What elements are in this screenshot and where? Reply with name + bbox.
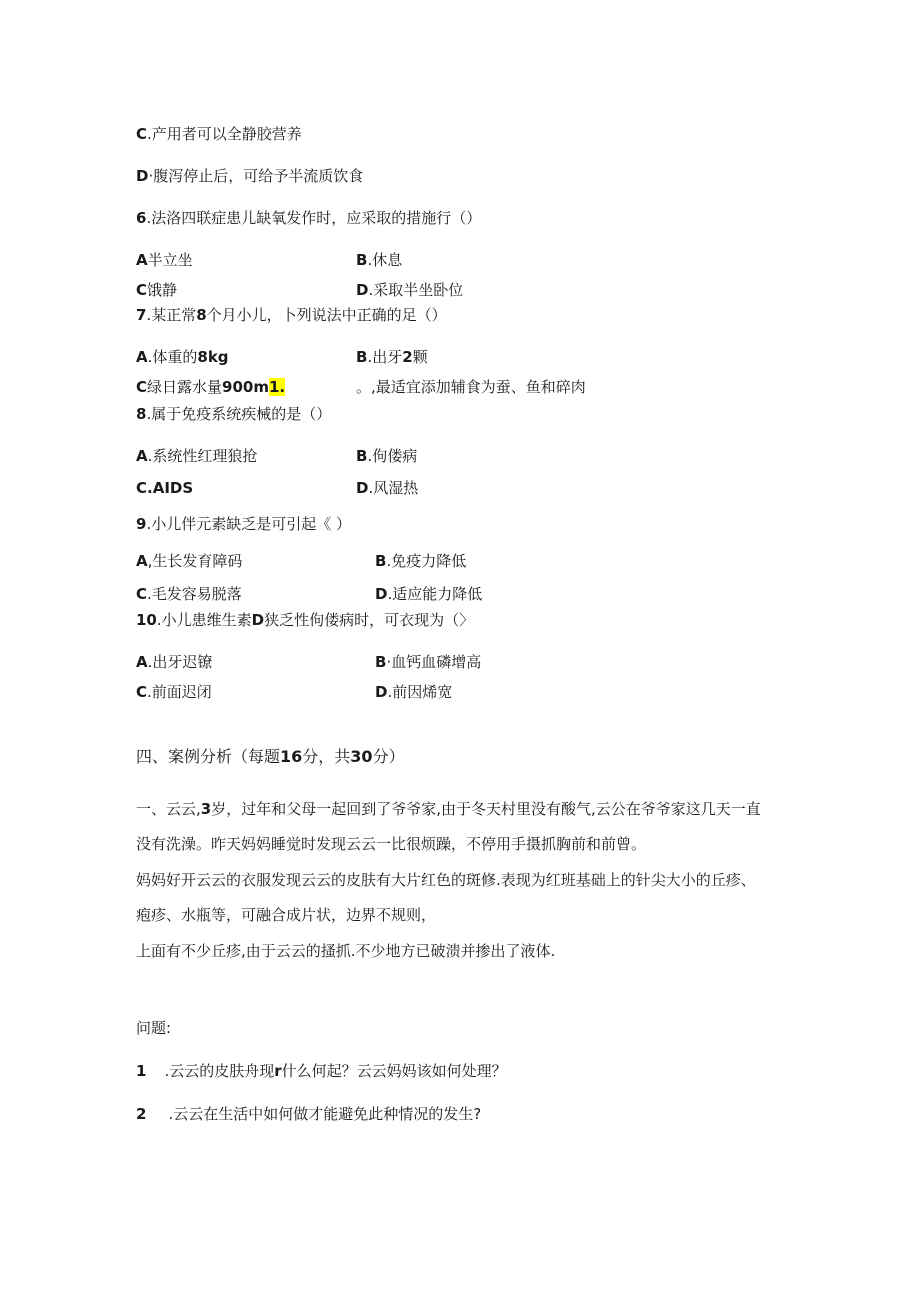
option-letter: B [356,447,368,465]
case-paragraph-line [136,834,646,854]
question-6 [136,208,481,228]
questions-label: 问题: [136,1019,172,1037]
option-letter: B [356,251,368,269]
question-text: 什么何起？云云妈妈该如何处理？ [281,1062,507,1080]
option-letter: C [136,378,148,396]
question-10-option-b [375,652,481,672]
question-text: .法洛四联症患儿缺氧发作时，应采取的措施行（） [146,209,482,227]
option-letter: D [356,479,369,497]
case-question-2 [136,1104,481,1124]
option-letter: C [136,585,148,603]
question-6-option-c [136,280,177,300]
question-7-option-d [356,377,586,397]
option-letter: B [375,653,387,671]
question-number: 7 [136,306,147,324]
option-text: .系统性红理狼抢 [147,447,258,465]
heading-text: 分，共 [302,747,351,766]
option-text: .风湿热 [368,479,419,497]
option-letter: C [136,281,148,299]
highlighted-text: 1. [268,378,286,396]
case-paragraph-line [136,870,756,890]
option-value: 900m [222,378,269,396]
option-letter: D [375,585,388,603]
question-10 [136,610,474,630]
question-text: 狭乏性佝偻病时，可衣现为（〉 [264,611,475,629]
question-number-inline: 8 [196,306,207,324]
case-text: 岁，过年和父母一起回到了爷爷家,由于冬天村里没有酸气,云公在爷爷家这几天一直 [211,800,761,818]
section-4-heading [136,747,405,767]
question-8-option-c [136,478,193,498]
heading-text: 四、案例分析（每题 [136,747,281,766]
option-text: .采取半坐卧位 [368,281,464,299]
question-8-option-d [356,478,418,498]
option-text: .出牙迟镣 [147,653,213,671]
question-text: .小儿伴元素缺乏是可引起《 ） [146,515,351,533]
question-7-option-c [136,377,285,397]
question-9-option-d [375,584,482,604]
option-text: .佝偻病 [367,447,418,465]
option-letter: C.AIDS [136,479,194,497]
case-number: 3 [200,800,212,818]
question-number: 2 [136,1105,147,1123]
case-text: 没有洗澡。昨天妈妈睡觉时发现云云一比很烦躁，不停用手摄抓胸前和前曾。 [136,835,647,853]
question-7-option-a [136,347,229,367]
option-letter: D [356,281,369,299]
option-text: ·腹泻停止后，可给予半流质饮食 [148,167,364,185]
option-letter: C [136,125,148,143]
option-text: 绿日露水量 [147,378,223,396]
question-6-option-b [356,250,402,270]
case-text: 一、云云, [136,800,201,818]
case-text: 疱疹、水瓶等，可融合成片状，边界不规则， [136,906,437,924]
option-letter: B [375,552,387,570]
option-c-line [136,124,302,144]
option-letter: D [136,167,149,185]
case-paragraph-line [136,905,436,925]
option-text: .适应能力降低 [387,585,483,603]
question-text: .某正常 [146,306,197,324]
option-text: .前面迟闭 [147,683,212,701]
question-number: 9 [136,515,147,533]
question-10-option-d [375,682,452,702]
option-text: 颗 [412,348,428,366]
question-8-option-b [356,446,417,466]
option-text: .毛发容易脱落 [147,585,242,603]
option-text: .前因烯宽 [387,683,453,701]
option-letter: A [136,653,148,671]
option-text: ,生长发育障码 [147,552,243,570]
question-6-option-a [136,250,193,270]
option-text: ·血钙血磷增高 [386,653,482,671]
option-text: .出牙 [367,348,403,366]
option-text: .休息 [367,251,403,269]
question-8 [136,404,331,424]
option-letter: D [375,683,388,701]
question-text-bold: r [274,1062,282,1080]
question-text: 个月小儿，卜列说法中正确的足（） [206,306,447,324]
case-paragraph-line [136,941,555,961]
heading-number: 16 [280,747,303,766]
heading-number: 30 [350,747,373,766]
question-7 [136,305,447,325]
case-text: 上面有不少丘疹,由于云云的搔抓.不少地方已破溃并掺出了液体. [136,942,556,960]
option-text: 。,最适宜添加辅食为蚕、鱼和碎肉 [356,378,586,396]
option-letter: A [136,348,148,366]
option-letter: B [356,348,368,366]
case-question-1 [136,1061,507,1081]
vitamin-letter: D [251,611,265,629]
option-value: 8kg [197,348,229,366]
question-10-option-a [136,652,212,672]
question-number: 10 [136,611,157,629]
question-10-option-c [136,682,212,702]
option-text: .免疫力降低 [386,552,467,570]
option-letter: A [136,447,148,465]
option-d-line [136,166,363,186]
option-text: 半立坐 [147,251,193,269]
question-7-option-b [356,347,428,367]
question-9 [136,514,351,534]
question-6-option-d [356,280,463,300]
question-9-option-a [136,551,242,571]
question-number: 1 [136,1062,147,1080]
option-letter: A [136,552,148,570]
question-text: .云云在生活中如何做才能避免此种情况的发生? [168,1105,482,1123]
question-9-option-c [136,584,242,604]
option-text: .产用者可以全静胶营养 [147,125,302,143]
question-number: 6 [136,209,147,227]
heading-text: 分） [372,747,405,766]
option-text: .体重的 [147,348,198,366]
question-9-option-b [375,551,466,571]
question-8-option-a [136,446,257,466]
case-paragraph-line [136,799,761,819]
option-letter: A [136,251,148,269]
question-number: 8 [136,405,147,423]
question-text: .属于免疫系统疾械的是（） [146,405,332,423]
option-text: 饿静 [147,281,178,299]
question-text: .云云的皮肤舟现 [164,1062,275,1080]
option-letter: C [136,683,148,701]
question-text: .小儿患维生素 [156,611,252,629]
case-text: 妈妈好开云云的衣服发现云云的皮肤有大片红色的斑修.表现为红班基础上的针尖大小的丘疹、 [136,871,756,889]
option-value: 2 [402,348,413,366]
